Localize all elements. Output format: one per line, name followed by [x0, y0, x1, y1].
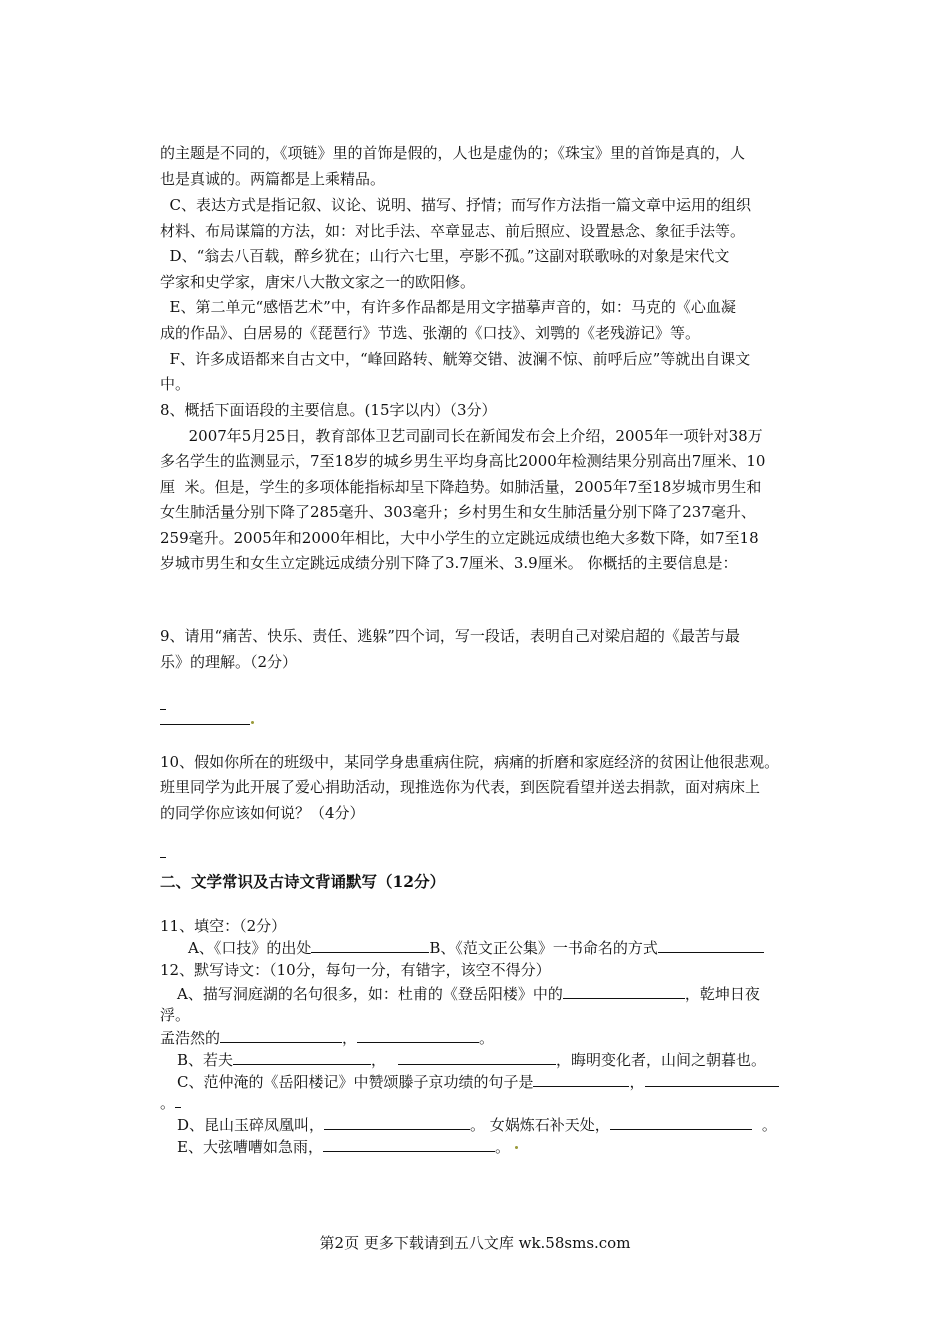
text-line: 259毫升。2005年和2000年相比，大中小学生的立定跳远成绩也绝大多数下降，如7至18: [160, 529, 759, 547]
text-line: 2007年5月25日，教育部体卫艺司副司长在新闻发布会上介绍，2005年一项针对38万: [160, 427, 763, 445]
text-line: 岁城市男生和女生立定跳远成绩分别下降了3.7厘米、3.9厘米。 你概括的主要信息是：: [160, 554, 738, 572]
q11-b-blank[interactable]: [658, 937, 764, 953]
q12-b-tail: ，晦明变化者，山间之朝暮也。: [556, 1051, 767, 1069]
q12-c-period: 。: [160, 1094, 176, 1112]
answer-line: [160, 724, 250, 725]
q12-e-prompt: E、大弦嘈嘈如急雨，: [177, 1138, 323, 1156]
q12-c-blank-1[interactable]: [533, 1071, 629, 1087]
q12-e-blank[interactable]: [323, 1136, 495, 1152]
text-line: C、表达方式是指记叙、议论、说明、描写、抒情；而写作方法指一篇文章中运用的组织: [160, 196, 752, 214]
text-line: 浮。: [160, 1006, 191, 1024]
text-line: 乐》的理解。（2分）: [160, 653, 298, 671]
q12-a-line: [177, 983, 760, 1004]
question-11-title: 11、填空：（2分）: [160, 917, 287, 935]
text-line: 的同学你应该如何说？（4分）: [160, 804, 365, 822]
question-8-title: 8、概括下面语段的主要信息。(15字以内）（3分）: [160, 401, 497, 419]
q12-a-meng-line: [160, 1027, 494, 1048]
text-line: 厘 米。但是，学生的多项体能指标却呈下降趋势。如肺活量，2005年7至18岁城市男生和: [160, 478, 762, 496]
q12-b-blank-1[interactable]: [233, 1049, 371, 1065]
q12-e-period: 。: [494, 1138, 510, 1156]
text-line: 也是真诚的。两篇都是上乘精品。: [160, 170, 386, 188]
q12-d-blank-1[interactable]: [324, 1114, 470, 1130]
text-line: E、第二单元“感悟艺术”中，有许多作品都是用文字描摹声音的，如：马克的《心血凝: [160, 298, 736, 316]
q12-a-comma: ，: [342, 1029, 358, 1047]
q12-a-blank-2[interactable]: [220, 1027, 342, 1043]
q12-d-blank-2[interactable]: [610, 1114, 752, 1130]
text-line: 多名学生的监测显示，7至18岁的城乡男生平均身高比2000年检测结果分别高出7厘米、10: [160, 452, 766, 470]
q12-a-tail: ，乾坤日夜: [684, 985, 760, 1003]
q12-c-prompt: C、范仲淹的《岳阳楼记》中赞颂滕子京功绩的句子是: [177, 1073, 534, 1091]
q12-a-meng-prompt: 孟浩然的: [160, 1029, 221, 1047]
q12-a-prompt: A、描写洞庭湖的名句很多，如：杜甫的《登岳阳楼》中的: [177, 985, 563, 1003]
q12-c-comma: ，: [629, 1073, 645, 1091]
text-line: 的主题是不同的，《项链》里的首饰是假的，人也是虚伪的；《珠宝》里的首饰是真的，人: [160, 144, 746, 162]
q12-c-blank-tail[interactable]: [175, 1092, 181, 1108]
text-line: 成的作品》、白居易的《琵琶行》节选、张潮的《口技》、刘鹗的《老残游记》等。: [160, 324, 701, 342]
q12-c-blank-2[interactable]: [645, 1071, 779, 1087]
q12-d-period: 。: [761, 1116, 777, 1134]
text-line: 中。: [160, 375, 191, 393]
q12-b-prompt: B、若夫: [177, 1051, 234, 1069]
text-line: 材料、布局谋篇的方法，如：对比手法、卒章显志、前后照应、设置悬念、象征手法等。: [160, 222, 746, 240]
mark-dot: [515, 1146, 518, 1149]
q12-b-blank-2[interactable]: [398, 1049, 556, 1065]
q12-b-line: [177, 1049, 766, 1070]
answer-mark: [160, 857, 166, 858]
q11-a-label: A、《口技》的出处: [188, 939, 312, 957]
answer-mark: [160, 709, 166, 710]
q12-a-period: 。: [479, 1029, 495, 1047]
section-title: 二、文学常识及古诗文背诵默写（12分）: [160, 872, 446, 891]
question-9-title: 9、请用“痛苦、快乐、责任、逃躲”四个词，写一段话，表明自己对梁启超的《最苦与最: [160, 627, 740, 645]
text-line: F、许多成语都来自古文中，“峰回路转、觥筹交错、波澜不惊、前呼后应”等就出自课文: [160, 350, 751, 368]
q12-a-blank-1[interactable]: [563, 983, 685, 999]
q12-d-mid: 。 女娲炼石补天处，: [470, 1116, 610, 1134]
text-line: 女生肺活量分别下降了285毫升、303毫升；乡村男生和女生肺活量分别下降了237毫升、: [160, 503, 756, 521]
q12-a-blank-3[interactable]: [357, 1027, 479, 1043]
q12-d-line: [177, 1114, 777, 1135]
q12-c-end: [160, 1092, 181, 1113]
q12-e-line: [177, 1136, 510, 1157]
text-line: 班里同学为此开展了爱心捐助活动，现推选你为代表，到医院看望并送去捐款，面对病床上: [160, 778, 761, 796]
q12-c-line: [177, 1071, 779, 1092]
question-10-title: 10、假如你所在的班级中，某同学身患重病住院，病痛的折磨和家庭经济的贫困让他很悲观。: [160, 753, 780, 771]
q11-b-label: B、《范文正公集》一书命名的方式: [429, 939, 658, 957]
q12-d-prompt: D、昆山玉碎凤凰叫，: [177, 1116, 325, 1134]
question-11-items: [188, 937, 764, 958]
page-footer: 第2页 更多下载请到五八文库 wk.58sms.com: [319, 1234, 631, 1252]
text-line: D、“翁去八百载，醉乡犹在；山行六七里，亭影不孤。”这副对联歌咏的对象是宋代文: [160, 247, 730, 265]
q11-a-blank[interactable]: [311, 937, 429, 953]
mark-dot: [251, 721, 254, 724]
text-line: 学家和史学家，唐宋八大散文家之一的欧阳修。: [160, 273, 476, 291]
question-12-title: 12、默写诗文：（10分，每句一分，有错字，该空不得分）: [160, 961, 551, 979]
q12-b-comma: ，: [371, 1051, 387, 1069]
